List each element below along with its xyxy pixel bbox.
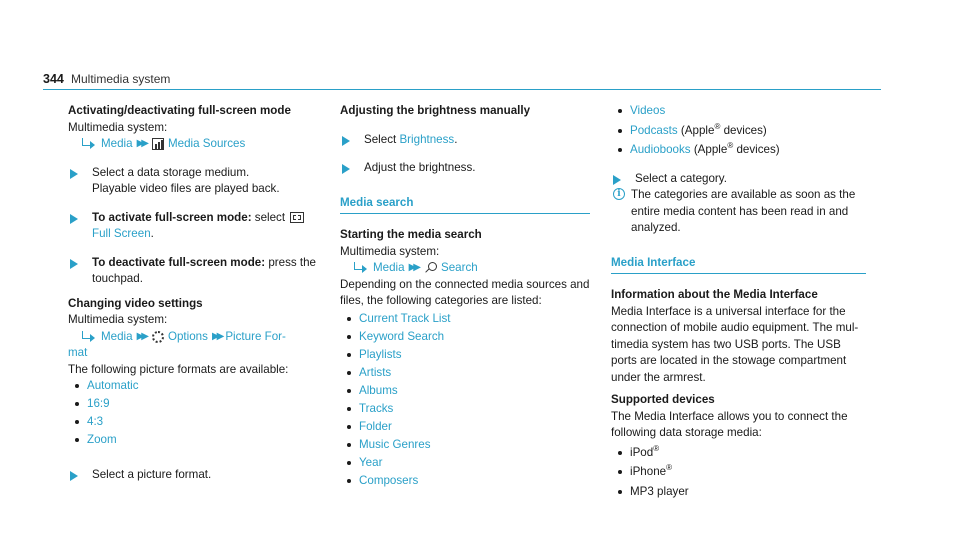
registered-mark: ® [727, 141, 734, 151]
apple-text: devices) [733, 143, 780, 156]
info-note [611, 187, 866, 237]
media-search-section: Media search [340, 195, 590, 215]
apple-text: (Apple [677, 123, 715, 137]
category-item[interactable]: Composers [340, 473, 590, 490]
media-interface-section: Media Interface [611, 255, 866, 275]
interface-desc: connection of mobile audio equipment. The mul- [611, 321, 859, 334]
category-item[interactable]: Folder [340, 419, 590, 436]
nav-media-link[interactable]: Media [101, 329, 133, 343]
category-audiobooks [611, 142, 866, 159]
search-intro: files, the following categories are listed: [340, 294, 542, 307]
step-select-category: Select a category. [611, 171, 866, 188]
category-item[interactable]: Keyword Search [340, 329, 590, 346]
menu-path-arrow-icon [80, 138, 98, 150]
column-left [68, 103, 318, 483]
step-text: press the [265, 255, 317, 269]
step-text: select [251, 210, 286, 224]
search-icon [424, 262, 437, 274]
step-deactivate-fullscreen [68, 255, 318, 288]
nav-picture-format-link[interactable]: Picture For- [225, 329, 286, 343]
multimedia-system-label: Multimedia system: [68, 120, 168, 134]
multimedia-system-label: Multimedia system: [340, 244, 440, 258]
category-item[interactable]: Tracks [340, 401, 590, 418]
gear-icon [152, 331, 164, 343]
punctuation: . [454, 132, 458, 146]
page-header [43, 69, 881, 90]
column-middle [340, 103, 590, 489]
step-select-brightness [340, 132, 590, 149]
format-4-3[interactable]: 4:3 [68, 414, 318, 431]
step-text: Select a data storage medium. [92, 165, 250, 179]
info-text: entire media content has been read in and [631, 204, 849, 218]
format-automatic[interactable]: Automatic [68, 378, 318, 395]
supported-text: The Media Interface allows you to connect the [611, 409, 848, 423]
category-videos [611, 103, 866, 120]
podcasts-link[interactable]: Podcasts [630, 123, 678, 137]
registered-mark: ® [714, 121, 721, 131]
search-intro: Depending on the connected media sources and [340, 277, 590, 291]
audiobooks-link[interactable]: Audiobooks [630, 143, 691, 156]
multimedia-system-label: Multimedia system: [68, 313, 168, 326]
search-start-title: Starting the media search [340, 228, 482, 241]
device-name: iPod [630, 445, 654, 459]
supported-text: following data storage media: [611, 426, 762, 439]
step-select-medium [68, 165, 318, 198]
interface-info-title: Information about the Media Interface [611, 288, 818, 301]
registered-mark: ® [666, 463, 673, 473]
nav-picture-format-link-cont[interactable]: mat [68, 346, 88, 359]
category-item[interactable]: Music Genres [340, 437, 590, 454]
full-screen-link[interactable]: Full Screen [92, 227, 151, 240]
step-adjust-brightness: Adjust the brightness. [340, 160, 590, 177]
device-mp3: MP3 player [611, 484, 866, 501]
punctuation: . [150, 227, 154, 240]
category-item[interactable]: Playlists [340, 347, 590, 364]
page-number: 344 [43, 72, 64, 86]
nav-media-link[interactable]: Media [101, 137, 133, 150]
device-iphone [611, 464, 866, 481]
device-name: iPhone [630, 465, 667, 478]
double-chevron-icon: ▶▶ [211, 330, 222, 342]
info-text: analyzed. [631, 221, 681, 234]
step-select-format: Select a picture format. [68, 467, 318, 484]
nav-media-sources-link[interactable]: Media Sources [167, 137, 246, 150]
device-ipod [611, 445, 866, 462]
category-item[interactable]: Current Track List [340, 311, 590, 328]
step-text: touchpad. [92, 272, 143, 285]
step-text: Select [364, 132, 400, 146]
video-settings-title: Changing video settings [68, 296, 203, 310]
menu-path-arrow-icon [352, 262, 370, 274]
brightness-title: Adjusting the brightness manually [340, 104, 531, 117]
section-name: Multimedia system [71, 72, 171, 86]
double-chevron-icon: ▶▶ [136, 330, 146, 342]
supported-devices-title: Supported devices [611, 393, 715, 406]
media-sources-icon [152, 138, 164, 150]
apple-text: devices) [720, 123, 767, 137]
formats-intro: The following picture formats are available: [68, 362, 289, 376]
nav-path-search [340, 260, 590, 277]
interface-desc: under the armrest. [611, 370, 706, 384]
apple-text: (Apple [690, 143, 728, 156]
double-chevron-icon: ▶▶ [136, 138, 146, 149]
format-zoom[interactable]: Zoom [68, 432, 318, 449]
brightness-link[interactable]: Brightness [399, 132, 455, 146]
double-chevron-icon: ▶▶ [408, 262, 418, 273]
nav-media-link[interactable]: Media [373, 261, 405, 274]
category-item[interactable]: Year [340, 455, 590, 472]
format-16-9[interactable]: 16:9 [68, 396, 318, 413]
step-text: Playable video files are played back. [92, 182, 280, 195]
interface-desc: timedia system has two USB ports. The USB [611, 337, 841, 351]
category-item[interactable]: Artists [340, 365, 590, 382]
interface-desc: ports are located in the stowage compartment [611, 354, 847, 367]
nav-search-link[interactable]: Search [440, 261, 478, 274]
step-activate-fullscreen [68, 210, 318, 243]
fullscreen-title: Activating/deactivating full-screen mode [68, 104, 291, 117]
category-podcasts [611, 123, 866, 140]
nav-path-picture-format [68, 329, 318, 346]
activate-label: To activate full-screen mode: [92, 210, 252, 224]
info-text: The categories are available as soon as the [631, 188, 856, 201]
deactivate-label: To deactivate full-screen mode: [92, 255, 266, 269]
nav-options-link[interactable]: Options [167, 329, 208, 343]
interface-desc: Media Interface is a universal interface for the [611, 304, 846, 318]
info-icon: i [613, 188, 625, 200]
registered-mark: ® [653, 443, 660, 453]
nav-path-media-sources [68, 136, 318, 153]
category-item[interactable]: Albums [340, 383, 590, 400]
full-screen-icon [290, 212, 304, 223]
menu-path-arrow-icon [80, 331, 98, 343]
videos-link[interactable]: Videos [630, 104, 666, 117]
column-right [611, 103, 866, 500]
